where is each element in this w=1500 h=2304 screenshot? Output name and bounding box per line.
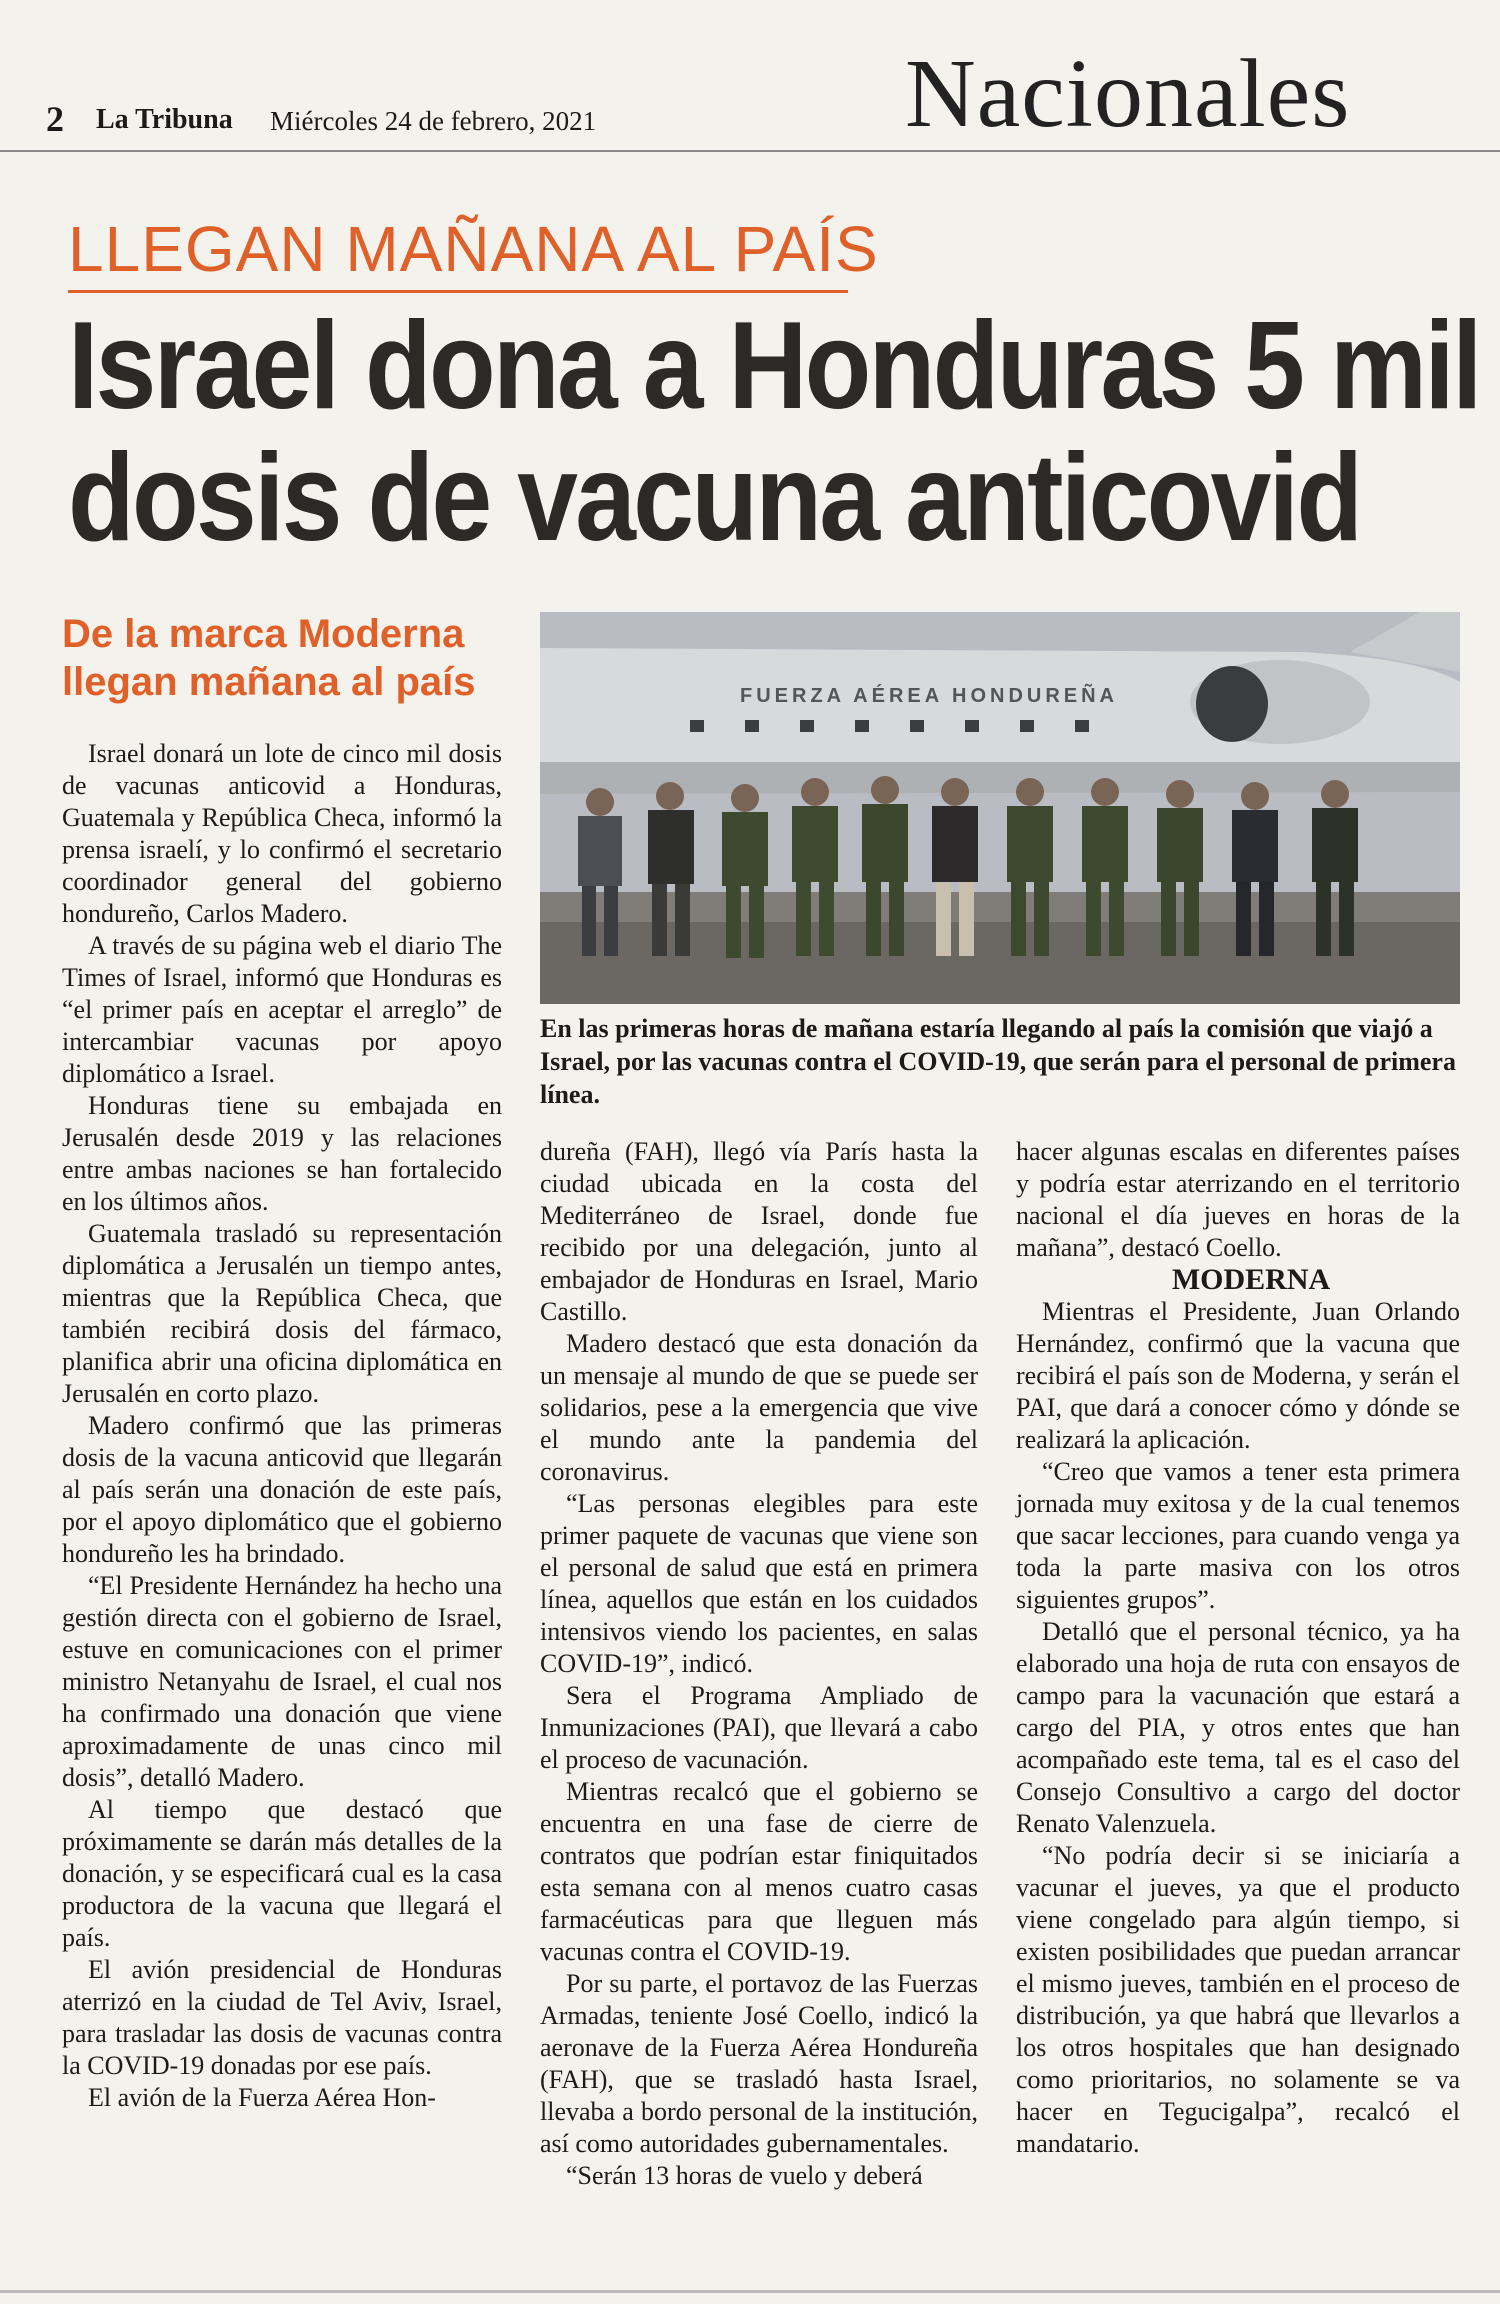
paragraph: “No podría decir si se iniciaría a vacunar el jueves, ya que el producto viene congelado para algún tiempo, si existen posibilidades que puedan arrancar el mismo jueves, también en el proceso de distribución, ya que habrá que llevarlos a los otros hospitales que han designado como prioritarios, no solamente se va hacer en Tegucigalpa”, recalcó el mandatario.	[1016, 1841, 1460, 2158]
article-column-1	[62, 738, 502, 2114]
paragraph: Guatemala trasladó su representación diplomática a Jerusalén un tiempo antes, mientras que la República Checa, que también recibirá dosis del fármaco, planifica abrir una oficina diplomática en Jerusalén en corto plazo.	[62, 1219, 502, 1408]
plane-livery-text: FUERZA AÉREA HONDUREÑA	[740, 685, 1118, 707]
page-header	[0, 0, 1500, 150]
headline-line-2: dosis de vacuna anticovid	[68, 429, 1361, 567]
paragraph: A través de su página web el diario The Times of Israel, informó que Honduras es “el primer país en aceptar el arreglo” de intercambiar vacunas por apoyo diplomático a Israel.	[62, 931, 502, 1088]
paragraph: Mientras el Presidente, Juan Orlando Hernández, confirmó que la vacuna que recibirá el país son de Moderna, y serán el PAI, que dará a conocer cómo y dónde se realizará la aplicación.	[1016, 1297, 1460, 1454]
kicker-underline	[68, 290, 848, 293]
paragraph: Madero destacó que esta donación da un mensaje al mundo de que se puede ser solidarios, pese a la emergencia que vive el mundo ante la pandemia del coronavirus.	[540, 1329, 978, 1486]
paragraph: Sera el Programa Ampliado de Inmunizaciones (PAI), que llevará a cabo el proceso de vacunación.	[540, 1681, 978, 1774]
paragraph: hacer algunas escalas en diferentes países y podría estar aterrizando en el territorio nacional el día jueves en horas de la mañana”, destacó Coello.	[1016, 1137, 1460, 1262]
paragraph: “Creo que vamos a tener esta primera jornada muy exitosa y de la cual tenemos que sacar lecciones, para cuando venga ya toda la parte masiva con los otros siguientes grupos”.	[1016, 1457, 1460, 1614]
header-divider	[0, 150, 1500, 152]
section-subheading: MODERNA	[1171, 1263, 1331, 1296]
paragraph: “El Presidente Hernández ha hecho una gestión directa con el gobierno de Israel, estuve en comunicaciones con el primer ministro Netanyahu de Israel, el cual nos ha confirmado una donación que viene aproximadamente de unas cinco mil dosis”, detalló Madero.	[62, 1571, 502, 1792]
article-kicker: LLEGAN MAÑANA AL PAÍS	[68, 213, 879, 285]
paragraph: Mientras recalcó que el gobierno se encuentra en una fase de cierre de contratos que podrían estar finiquitados esta semana con al menos cuatro casas farmacéuticas para que lleguen más vacunas contra el COVID-19.	[540, 1777, 978, 1966]
article-subhead: De la marca Moderna llegan mañana al país	[62, 612, 476, 704]
paragraph: Por su parte, el portavoz de las Fuerzas Armadas, teniente José Coello, indicó la aeronave de la Fuerza Aérea Hondureña (FAH), que se trasladó hasta Israel, llevaba a bordo personal de la institución, así como autoridades gubernamentales.	[540, 1969, 978, 2158]
paragraph: Israel donará un lote de cinco mil dosis de vacunas anticovid a Honduras, Guatemala y República Checa, informó la prensa israelí, y lo confirmó el secretario coordinador general del gobierno hondureño, Carlos Madero.	[62, 739, 502, 928]
paragraph: Honduras tiene su embajada en Jerusalén desde 2019 y las relaciones entre ambas naciones se han fortalecido en los últimos años.	[62, 1091, 502, 1216]
article-photo	[540, 612, 1460, 1004]
headline-line-1: Israel dona a Honduras 5 mil	[68, 297, 1480, 435]
newspaper-name: La Tribuna	[96, 104, 233, 135]
page-bottom-rule	[0, 2290, 1500, 2293]
page-number: 2	[46, 99, 64, 139]
photo-caption: En las primeras horas de mañana estaría llegando al país la comisión que viajó a Israel, por las vacunas contra el COVID-19, que serán para el personal de primera línea.	[540, 1014, 1456, 1109]
paragraph: Madero confirmó que las primeras dosis de la vacuna anticovid que llegarán al país serán una donación de este país, por el apoyo diplomático que el gobierno hondureño les ha brindado.	[62, 1411, 502, 1568]
paragraph: “Las personas elegibles para este primer paquete de vacunas que viene son el personal de salud que está en primera línea, aquellos que están en los cuidados intensivos viendo los pacientes, en salas COVID-19”, indicó.	[540, 1489, 978, 1678]
paragraph: El avión de la Fuerza Aérea Hon-	[88, 2083, 436, 2112]
publication-date: Miércoles 24 de febrero, 2021	[270, 106, 597, 136]
paragraph: dureña (FAH), llegó vía París hasta la ciudad ubicada en la costa del Mediterráneo de Israel, donde fue recibido por una delegación, junto al embajador de Honduras en Israel, Mario Castillo.	[540, 1137, 978, 1326]
article-column-3	[1016, 1136, 1460, 2160]
paragraph: Al tiempo que destacó que próximamente se darán más detalles de la donación, y se especificará cual es la casa productora de la vacuna que llegará el país.	[62, 1795, 502, 1952]
paragraph: Detalló que el personal técnico, ya ha elaborado una hoja de ruta con ensayos de campo para la vacunación que estará a cargo del PIA, y otros entes que han acompañado este tema, tal es el caso del Consejo Consultivo a cargo del doctor Renato Valenzuela.	[1016, 1617, 1460, 1838]
paragraph: “Serán 13 horas de vuelo y deberá	[566, 2161, 923, 2190]
paragraph: El avión presidencial de Honduras aterrizó en la ciudad de Tel Aviv, Israel, para trasladar las dosis de vacunas contra la COVID-19 donadas por ese país.	[62, 1955, 502, 2080]
section-title: Nacionales	[905, 40, 1351, 148]
article-column-2	[540, 1136, 978, 2192]
article-headline	[68, 297, 1480, 567]
airplane-group-photo	[540, 612, 1460, 1004]
